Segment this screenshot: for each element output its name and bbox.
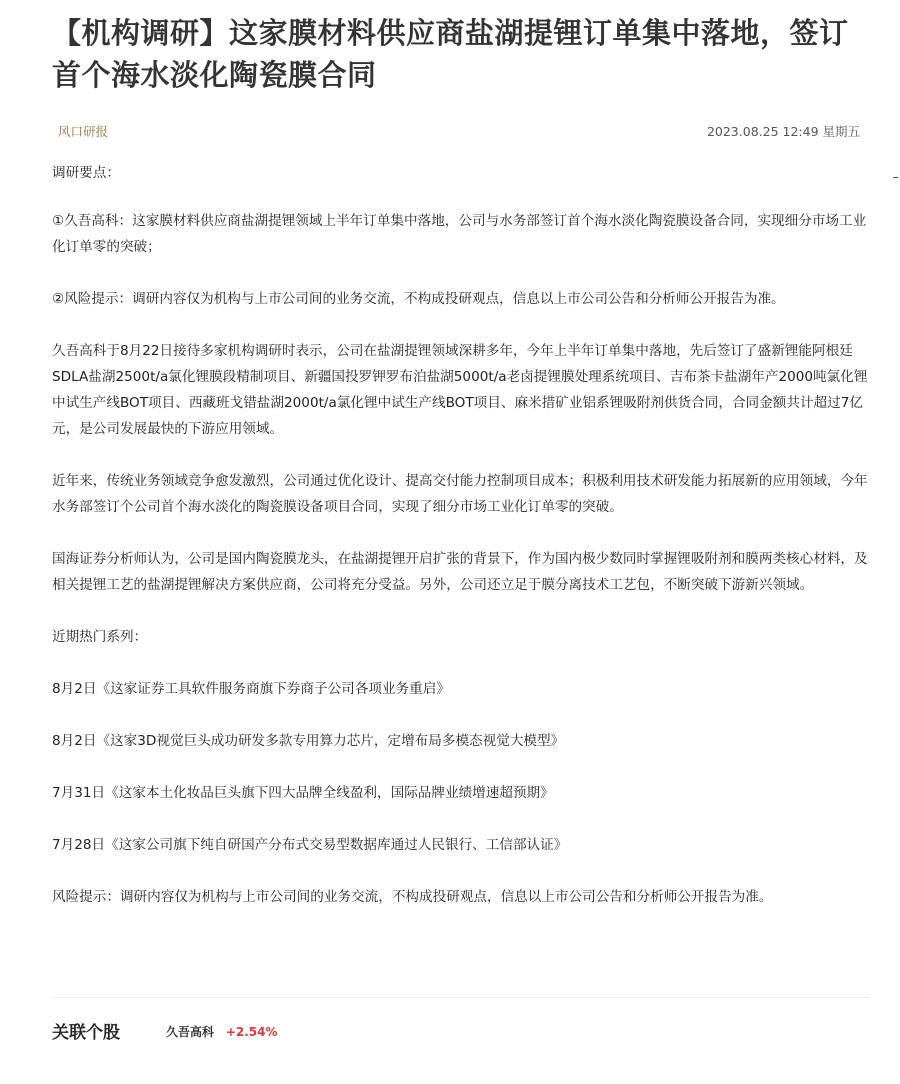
key-point: ②风险提示：调研内容仅为机构与上市公司间的业务交流，不构成投研观点，信息以上市公司公告和分析师公开报告为准。: [52, 291, 785, 307]
publish-date: 2023.08.25 12:49 星期五: [706, 124, 860, 139]
article-meta: [52, 122, 870, 144]
related-article-link[interactable]: 7月28日《这家公司旗下纯自研国产分布式交易型数据库通过人民银行、工信部认证》: [52, 837, 568, 853]
related-stocks-heading: 关联个股: [52, 1023, 120, 1043]
stock-name: 久吾高科: [166, 1025, 215, 1039]
section-heading: 调研要点：: [52, 165, 120, 181]
risk-notice: 风险提示：调研内容仅为机构与上市公司间的业务交流，不构成投研观点，信息以上市公司公告和分析师公开报告为准。: [52, 889, 773, 905]
related-article-link[interactable]: 8月2日《这家证券工具软件服务商旗下券商子公司各项业务重启》: [52, 681, 450, 697]
related-article-link[interactable]: 8月2日《这家3D视觉巨头成功研发多款专用算力芯片，定增布局多模态视觉大模型》: [52, 733, 565, 749]
source-link[interactable]: 风口研报: [58, 124, 109, 139]
section-divider: [52, 997, 870, 998]
related-stocks-section: [52, 1018, 870, 1048]
stock-chip[interactable]: [166, 1023, 278, 1040]
body-paragraph: 近年来，传统业务领域竞争愈发激烈，公司通过优化设计、提高交付能力控制项目成本；积极利用技术研发能力拓展新的应用领域，今年水务部签订个公司首个海水淡化的陶瓷膜设备项目合同，实现了细分市场工业化订单零的突破。: [52, 473, 868, 515]
related-article-link[interactable]: 7月31日《这家本土化妆品巨头旗下四大品牌全线盈利，国际品牌业绩增速超预期》: [52, 785, 554, 801]
article-title: 【机构调研】这家膜材料供应商盐湖提锂订单集中落地，签订首个海水淡化陶瓷膜合同: [52, 16, 849, 92]
key-point: ①久吾高科：这家膜材料供应商盐湖提锂领域上半年订单集中落地，公司与水务部签订首个海水淡化陶瓷膜设备合同，实现细分市场工业化订单零的突破；: [52, 213, 867, 255]
article: [52, 0, 870, 936]
body-paragraph: 久吾高科于8月22日接待多家机构调研时表示，公司在盐湖提锂领域深耕多年，今年上半年订单集中落地，先后签订了盛新锂能阿根廷SDLA盐湖2500t/a氯化锂膜段精制项目、新疆国投罗钾罗布泊盐湖5000t/a老卤提锂膜处理系统项目、吉布茶卡盐湖年产2000吨氯化锂中试生产线BOT项目、西藏班戈错盐湖2000t/a氯化锂中试生产线BOT项目、麻米措矿业铝系锂吸附剂供货合同，合同金额共计超过7亿元，是公司发展最快的下游应用领域。: [52, 343, 868, 437]
scroll-indicator: [893, 177, 898, 178]
body-paragraph: 国海证券分析师认为，公司是国内陶瓷膜龙头，在盐湖提锂开启扩张的背景下，作为国内极少数同时掌握锂吸附剂和膜两类核心材料，及相关提锂工艺的盐湖提锂解决方案供应商，公司将充分受益。另外，公司还立足于膜分离技术工艺包，不断突破下游新兴领域。: [52, 551, 868, 593]
article-body: [52, 160, 870, 910]
stock-change: +2.54%: [225, 1025, 278, 1039]
related-series-heading: 近期热门系列：: [52, 629, 148, 645]
